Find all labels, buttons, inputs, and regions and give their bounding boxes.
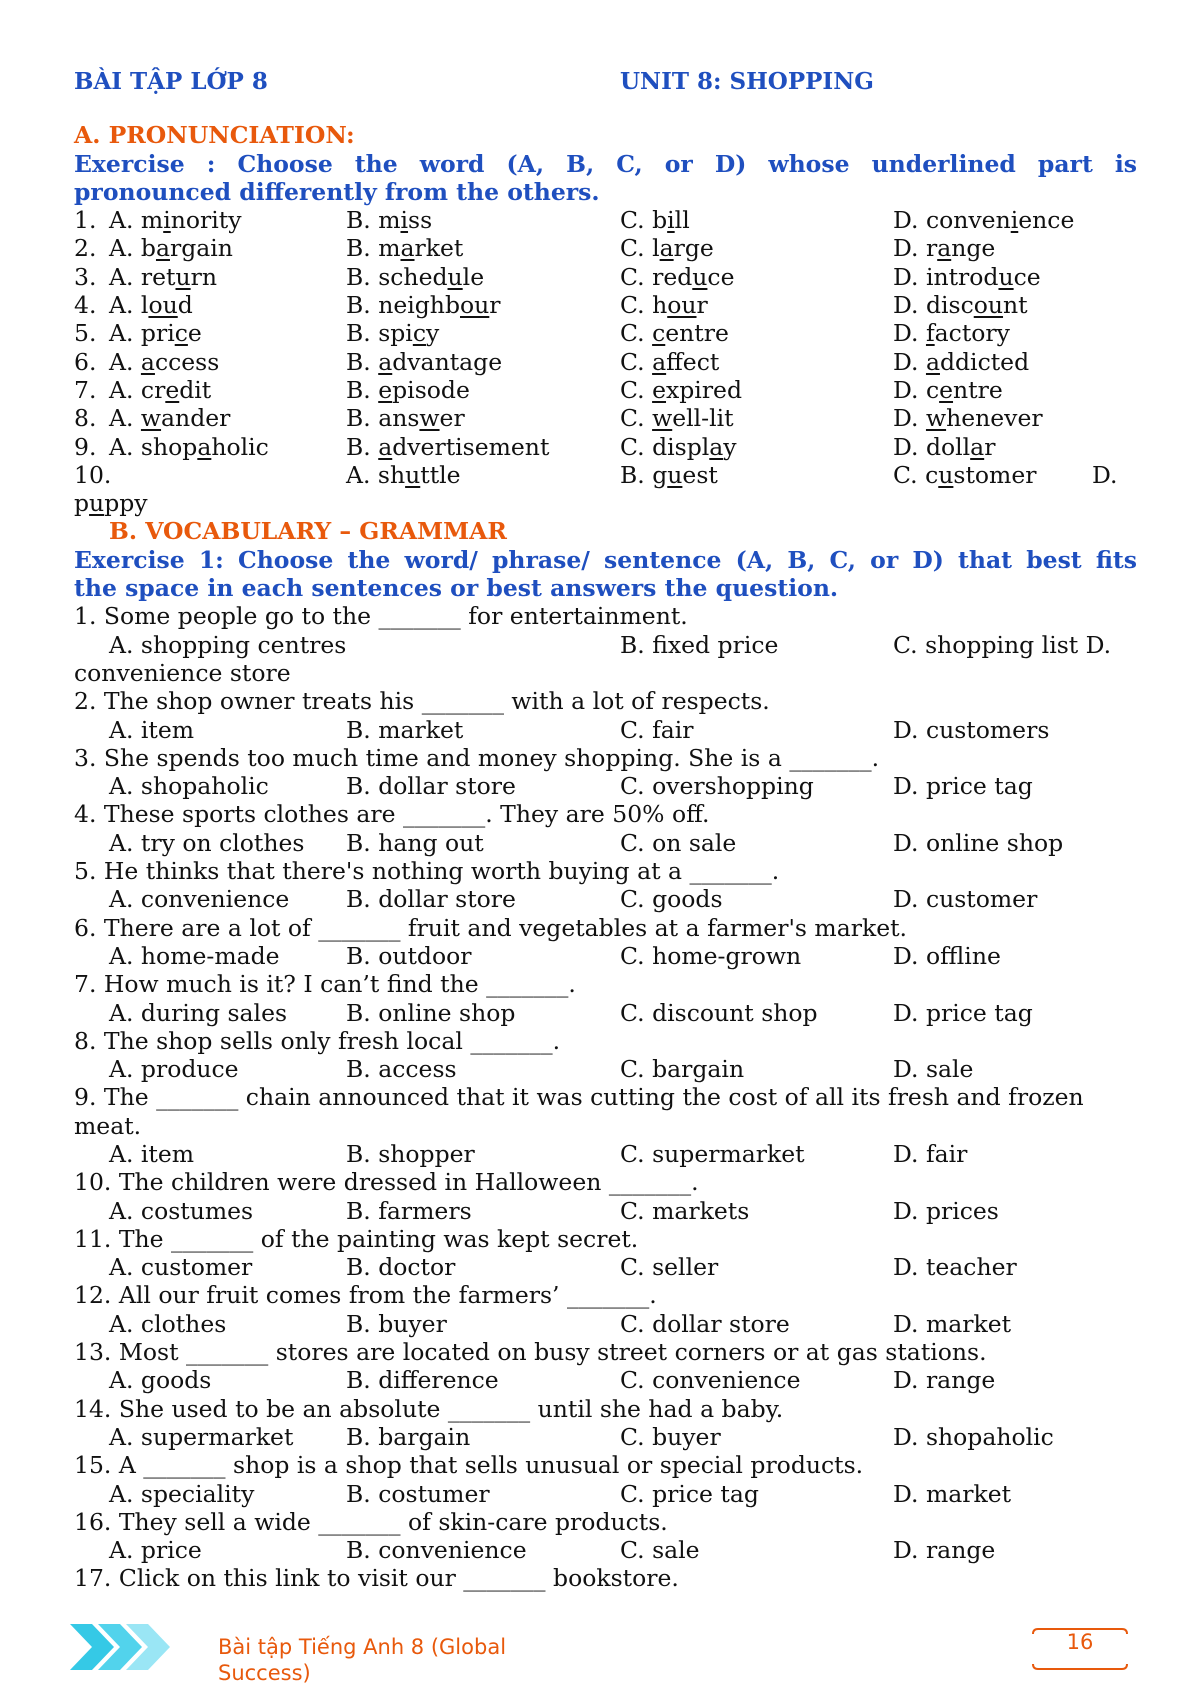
option-b: B. costumer <box>346 1479 490 1508</box>
word-part: D. r <box>893 234 938 263</box>
option-a <box>109 234 233 262</box>
word-part: d <box>177 291 193 320</box>
underlined-part: u <box>175 262 191 291</box>
option-d: D. sale <box>893 1055 974 1084</box>
option-d <box>893 319 1010 347</box>
option-d: D. market <box>893 1309 1012 1338</box>
word-part: ell-lit <box>672 404 734 433</box>
word-part: r <box>984 432 996 461</box>
footer-title-line-1: Bài tập Tiếng Anh 8 (Global <box>218 1635 507 1659</box>
underlined-part: a <box>400 234 415 263</box>
option-a <box>109 404 230 432</box>
vocabulary-list <box>74 687 1137 1593</box>
word-part: D. introd <box>893 262 999 291</box>
page-header <box>74 68 1137 96</box>
word-part: ll <box>674 206 690 235</box>
option-a <box>109 319 202 347</box>
underlined-part: c <box>652 319 666 348</box>
word-part: actory <box>934 319 1010 348</box>
option-b <box>346 291 501 319</box>
item-number: 3. <box>74 262 97 291</box>
word-part: C. b <box>620 206 668 235</box>
word-part: B. m <box>346 206 401 235</box>
pronunciation-item <box>74 263 1137 291</box>
option-c: C. price tag <box>620 1479 759 1508</box>
option-b: B. convenience <box>346 1536 527 1565</box>
option-d: D. price tag <box>893 772 1033 801</box>
underlined-part: f <box>925 319 935 348</box>
option-a <box>109 291 193 319</box>
option-b: B. hang out <box>346 828 484 857</box>
word-part: B. <box>346 347 379 376</box>
option-d: D. teacher <box>893 1253 1017 1282</box>
option-b: B. difference <box>346 1366 499 1395</box>
question-11-options <box>74 1253 1137 1281</box>
word-part: ce <box>1013 262 1041 291</box>
option-d <box>893 263 1041 291</box>
option-b <box>346 234 463 262</box>
underlined-part: u <box>692 262 708 291</box>
pronunciation-item-10 <box>74 461 1137 489</box>
underlined-part: w <box>419 404 440 433</box>
option-b <box>346 376 470 404</box>
word-part: dvertisement <box>392 432 550 461</box>
option-b: B. fixed price <box>620 630 779 659</box>
question-12: 12. All our fruit comes from the farmers’ _______. <box>74 1281 657 1310</box>
option-a: A. shopaholic <box>109 772 269 801</box>
word-part: C. <box>620 375 653 404</box>
item-number: 7. <box>74 375 97 404</box>
option-c: C. convenience <box>620 1366 801 1395</box>
option-a <box>109 433 269 461</box>
underlined-part: e <box>378 375 393 404</box>
option-d: D. range <box>893 1536 996 1565</box>
underlined-part: w <box>925 404 947 433</box>
question-9: 9. The _______ chain announced that it was cutting the cost of all its fresh and frozen <box>74 1083 1084 1112</box>
word-part: y <box>426 319 440 348</box>
option-b <box>346 404 465 432</box>
question-4-options <box>74 829 1137 857</box>
word-part: B. sched <box>346 262 448 291</box>
option-c: C. buyer <box>620 1422 721 1451</box>
question-5-options <box>74 885 1137 913</box>
option-b: B. market <box>346 715 464 744</box>
option-a <box>109 206 242 234</box>
underlined-part: w <box>140 404 162 433</box>
option-c: C. supermarket <box>620 1139 805 1168</box>
word-part: A. l <box>109 291 149 320</box>
option-c <box>620 348 719 376</box>
item-number: 5. <box>74 319 97 348</box>
question-10-options <box>74 1197 1137 1225</box>
item-number: 10. <box>74 460 112 489</box>
word-part: A. m <box>109 206 164 235</box>
underlined-part: a <box>155 234 170 263</box>
word-part: D. c <box>893 375 940 404</box>
word-part: C. <box>620 347 653 376</box>
option-a <box>109 263 217 291</box>
option-d: D. fair <box>893 1139 968 1168</box>
word-part: ander <box>161 404 231 433</box>
option-b: B. online shop <box>346 998 516 1027</box>
underlined-part: i <box>163 206 171 235</box>
option-a: A. item <box>109 1139 195 1168</box>
underlined-part: ou <box>667 291 697 320</box>
word-part: xpired <box>666 375 743 404</box>
underlined-part: i <box>400 206 409 235</box>
underlined-part: u <box>938 460 954 489</box>
option-a: A. customer <box>109 1253 253 1282</box>
underlined-part: u <box>447 262 463 291</box>
question-13: 13. Most _______ stores are located on busy street corners or at gas stations. <box>74 1338 987 1367</box>
question-9-options <box>74 1140 1137 1168</box>
question-16-options <box>74 1536 1137 1564</box>
pronunciation-item <box>74 234 1137 262</box>
underlined-part: e <box>652 375 667 404</box>
option-b <box>620 461 718 489</box>
word-part: B. g <box>620 460 668 489</box>
option-a: A. price <box>109 1536 202 1565</box>
underlined-part: a <box>378 432 393 461</box>
option-a: A. convenience <box>109 885 290 914</box>
question-9-wrap: meat. <box>74 1111 142 1140</box>
underlined-part: w <box>652 404 673 433</box>
option-d: D. customer <box>893 885 1038 914</box>
word-part: y <box>723 432 737 461</box>
word-part: D. <box>893 404 926 433</box>
option-c <box>893 461 1036 489</box>
word-part: dit <box>179 375 212 404</box>
option-d <box>893 376 1003 404</box>
option-d <box>893 404 1043 432</box>
word-part: rket <box>414 234 464 263</box>
word-part: ffect <box>666 347 720 376</box>
option-d <box>893 206 1074 234</box>
option-c: C. seller <box>620 1253 719 1282</box>
section-b-instruction-1: Exercise 1: Choose the word/ phrase/ sentence (A, B, C, or D) that best fits <box>74 545 1137 574</box>
underlined-part: ou <box>973 291 1004 320</box>
option-c: C. overshopping <box>620 772 814 801</box>
option-a: A. home-made <box>109 941 280 970</box>
word-part: le <box>462 262 485 291</box>
section-a-title: A. PRONUNCIATION: <box>74 121 355 150</box>
option-b <box>346 433 549 461</box>
option-c <box>620 433 737 461</box>
word-part: er <box>439 404 465 433</box>
option-a: A. try on clothes <box>109 828 305 857</box>
option-d: D. offline <box>893 941 1001 970</box>
pronunciation-item <box>74 404 1137 432</box>
word-part: D. <box>893 319 926 348</box>
option-d <box>893 291 1028 319</box>
option-a: A. costumes <box>109 1196 254 1225</box>
question-17: 17. Click on this link to visit our _______ bookstore. <box>74 1564 679 1593</box>
question-1-options <box>74 631 1137 659</box>
word-part: p <box>74 489 90 518</box>
question-5: 5. He thinks that there's nothing worth buying at a _______. <box>74 857 780 886</box>
option-a: A. supermarket <box>109 1422 294 1451</box>
option-c: C. fair <box>620 715 694 744</box>
option-b: B. dollar store <box>346 772 516 801</box>
option-a <box>109 348 219 376</box>
word-part: A. <box>109 404 141 433</box>
option-a: A. goods <box>109 1366 212 1395</box>
option-a: A. item <box>109 715 195 744</box>
question-2: 2. The shop owner treats his _______ with a lot of respects. <box>74 687 770 716</box>
word-part: dvantage <box>392 347 503 376</box>
word-part: ttle <box>420 460 461 489</box>
option-d: D. online shop <box>893 828 1064 857</box>
word-part: B. neighb <box>346 291 460 320</box>
section-a-instruction-2: pronounced differently from the others. <box>74 177 600 206</box>
underlined-part: ou <box>460 291 490 320</box>
word-part: C. <box>620 319 653 348</box>
question-6-options <box>74 942 1137 970</box>
item-number: 4. <box>74 291 97 320</box>
option-a: A. clothes <box>109 1309 227 1338</box>
word-part: A. b <box>109 234 156 263</box>
question-7-options <box>74 999 1137 1027</box>
option-c: C. on sale <box>620 828 737 857</box>
underlined-part: a <box>652 347 667 376</box>
word-part: rge <box>673 234 714 263</box>
question-15: 15. A _______ shop is a shop that sells unusual or special products. <box>74 1451 864 1480</box>
page-number: 16 <box>1066 1630 1094 1654</box>
option-b <box>346 348 502 376</box>
option-b <box>346 206 432 234</box>
underlined-part: c <box>174 319 188 348</box>
pronunciation-item <box>74 348 1137 376</box>
word-part: rgain <box>169 234 233 263</box>
question-3-options <box>74 772 1137 800</box>
underlined-part: a <box>140 347 155 376</box>
word-part: C. h <box>620 291 668 320</box>
word-part: C. c <box>893 460 939 489</box>
option-a: A. during sales <box>109 998 288 1027</box>
word-part: B. <box>346 375 379 404</box>
section-b-title: B. VOCABULARY – GRAMMAR <box>109 517 507 546</box>
option-c <box>620 319 729 347</box>
word-part: A. ret <box>109 262 176 291</box>
word-part: A. <box>109 347 141 376</box>
question-13-options <box>74 1366 1137 1394</box>
underlined-part: c <box>412 319 426 348</box>
pronunciation-item <box>74 319 1137 347</box>
question-15-options <box>74 1480 1137 1508</box>
word-part: henever <box>946 404 1043 433</box>
word-part: C. displ <box>620 432 710 461</box>
header-left: BÀI TẬP LỚP 8 <box>74 68 268 95</box>
word-part: entre <box>665 319 729 348</box>
question-12-options <box>74 1310 1137 1338</box>
item-number: 6. <box>74 347 97 376</box>
footer-title <box>218 1634 618 1686</box>
option-a <box>109 376 211 404</box>
word-part: nority <box>170 206 242 235</box>
section-b-instruction-2: the space in each sentences or best answers the question. <box>74 574 839 603</box>
option-b <box>346 319 439 347</box>
word-part: B. ans <box>346 404 420 433</box>
word-part: B. spi <box>346 319 413 348</box>
option-c: C. home-grown <box>620 941 802 970</box>
pronunciation-list <box>74 206 1137 461</box>
word-part: ss <box>408 206 433 235</box>
word-part: rn <box>190 262 218 291</box>
question-16: 16. They sell a wide _______ of skin-care products. <box>74 1507 668 1536</box>
word-part: A. shop <box>109 432 198 461</box>
word-part: B. <box>346 432 379 461</box>
section-a-instruction-1: Exercise : Choose the word (A, B, C, or D) whose underlined part is <box>74 149 1137 178</box>
word-part: D. doll <box>893 432 971 461</box>
option-b <box>346 263 484 291</box>
option-d <box>893 433 995 461</box>
item-number: 1. <box>74 206 97 235</box>
option-d <box>893 348 1029 376</box>
option-b: B. access <box>346 1055 457 1084</box>
word-part: B. m <box>346 234 401 263</box>
underlined-part: u <box>667 460 683 489</box>
word-part: nt <box>1003 291 1028 320</box>
option-d: D. customers <box>893 715 1050 744</box>
option-a <box>346 461 461 489</box>
underlined-part: u <box>405 460 421 489</box>
option-b: B. farmers <box>346 1196 472 1225</box>
underlined-part: e <box>165 375 180 404</box>
option-d-label: D. <box>1092 460 1118 489</box>
word-part: est <box>682 460 718 489</box>
option-c <box>620 263 735 291</box>
underlined-part: u <box>89 489 105 518</box>
item-number: 9. <box>74 432 97 461</box>
option-b: B. outdoor <box>346 941 472 970</box>
option-a: A. shopping centres <box>109 630 347 659</box>
footer-title-line-2: Success) <box>218 1661 311 1685</box>
option-d: D. market <box>893 1479 1012 1508</box>
underlined-part: ou <box>148 291 178 320</box>
question-1: 1. Some people go to the _______ for entertainment. <box>74 602 688 631</box>
option-a: A. speciality <box>109 1479 255 1508</box>
underlined-part: a <box>378 347 393 376</box>
item-number: 8. <box>74 404 97 433</box>
word-part: D. conven <box>893 206 1011 235</box>
word-part: D. disc <box>893 291 974 320</box>
footer-arrows-icon <box>70 1622 190 1672</box>
spacer <box>74 96 1137 121</box>
question-7: 7. How much is it? I can’t find the _______. <box>74 970 576 999</box>
option-d: D. shopaholic <box>893 1422 1054 1451</box>
question-3: 3. She spends too much time and money shopping. She is a _______. <box>74 743 880 772</box>
option-c: C. goods <box>620 885 723 914</box>
underlined-part: a <box>709 432 724 461</box>
pronunciation-item <box>74 433 1137 461</box>
underlined-part: a <box>925 347 940 376</box>
option-d: D. price tag <box>893 998 1033 1027</box>
option-d <box>74 489 148 517</box>
question-8: 8. The shop sells only fresh local _______. <box>74 1026 561 1055</box>
word-part: A. pri <box>109 319 175 348</box>
worksheet-content <box>74 68 1137 1593</box>
option-b: B. bargain <box>346 1422 471 1451</box>
question-11: 11. The _______ of the painting was kept secret. <box>74 1224 639 1253</box>
item-number: 2. <box>74 234 97 263</box>
word-part: C. red <box>620 262 693 291</box>
underlined-part: a <box>937 234 952 263</box>
word-part: D. <box>893 347 926 376</box>
option-d: D. range <box>893 1366 996 1395</box>
word-part: C. <box>620 404 653 433</box>
word-part: ddicted <box>939 347 1030 376</box>
option-c <box>620 206 690 234</box>
option-c: C. dollar store <box>620 1309 790 1338</box>
word-part: ppy <box>104 489 148 518</box>
word-part: ence <box>1018 206 1075 235</box>
question-6: 6. There are a lot of _______ fruit and vegetables at a farmer's market. <box>74 913 908 942</box>
option-c: C. shopping list D. <box>893 630 1112 659</box>
option-a: A. produce <box>109 1055 239 1084</box>
option-c: C. bargain <box>620 1055 745 1084</box>
question-14: 14. She used to be an absolute _______ until she had a baby. <box>74 1394 784 1423</box>
word-part: A. cr <box>109 375 166 404</box>
option-c <box>620 376 742 404</box>
word-part: pisode <box>392 375 470 404</box>
question-2-options <box>74 716 1137 744</box>
option-c: C. sale <box>620 1536 700 1565</box>
pronunciation-item-10-wrap <box>74 489 1137 517</box>
option-b: B. doctor <box>346 1253 456 1282</box>
word-part: ce <box>707 262 735 291</box>
pronunciation-item <box>74 291 1137 319</box>
word-part: ccess <box>154 347 220 376</box>
underlined-part: a <box>197 432 212 461</box>
option-b: B. shopper <box>346 1139 475 1168</box>
option-c <box>620 291 708 319</box>
underlined-part: a <box>659 234 674 263</box>
question-8-options <box>74 1055 1137 1083</box>
question-1-wrap: convenience store <box>74 658 291 687</box>
underlined-part: u <box>998 262 1014 291</box>
word-part: C. l <box>620 234 660 263</box>
option-c: C. discount shop <box>620 998 818 1027</box>
underlined-part: e <box>939 375 954 404</box>
word-part: holic <box>211 432 269 461</box>
word-part: r <box>696 291 708 320</box>
option-b: B. buyer <box>346 1309 447 1338</box>
pronunciation-item <box>74 376 1137 404</box>
word-part: ntre <box>953 375 1003 404</box>
option-c <box>620 404 734 432</box>
underlined-part: i <box>1010 206 1019 235</box>
question-10: 10. The children were dressed in Halloween _______. <box>74 1168 699 1197</box>
word-part: r <box>489 291 501 320</box>
word-part: nge <box>951 234 996 263</box>
option-d: D. prices <box>893 1196 999 1225</box>
option-d <box>893 234 995 262</box>
word-part: e <box>187 319 202 348</box>
question-4: 4. These sports clothes are _______. They are 50% off. <box>74 800 710 829</box>
option-c: C. markets <box>620 1196 750 1225</box>
header-right: UNIT 8: SHOPPING <box>620 68 874 95</box>
question-14-options <box>74 1423 1137 1451</box>
option-b: B. dollar store <box>346 885 516 914</box>
word-part: A. sh <box>346 460 406 489</box>
pronunciation-item <box>74 206 1137 234</box>
underlined-part: i <box>667 206 675 235</box>
word-part: stomer <box>953 460 1037 489</box>
option-c <box>620 234 714 262</box>
underlined-part: a <box>970 432 985 461</box>
